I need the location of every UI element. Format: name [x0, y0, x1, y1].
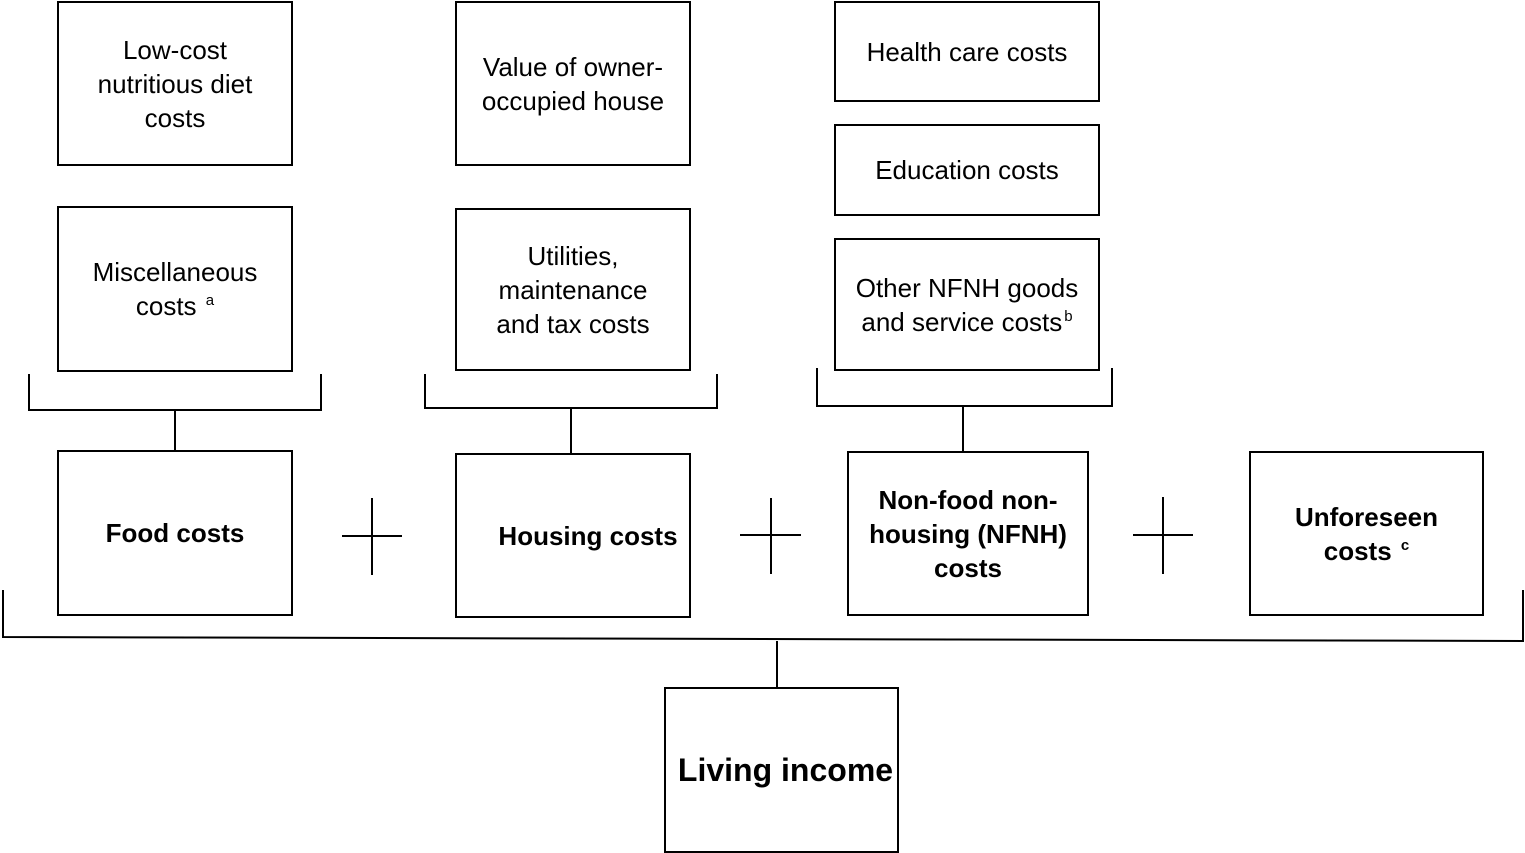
housing-bracket — [425, 374, 717, 408]
nfnh-costs-box — [847, 451, 1089, 616]
health-care-label: Health care costs — [866, 36, 1068, 67]
misc-costs-note: a — [205, 292, 215, 309]
other-nfnh-label: Other NFNH goods and service costs — [855, 272, 1079, 337]
education-label: Education costs — [875, 155, 1059, 185]
nfnh-bracket — [817, 368, 1112, 406]
other-nfnh-box — [834, 238, 1100, 371]
unforeseen-costs-box — [1249, 451, 1484, 616]
living-income-box — [664, 687, 899, 853]
food-costs-box — [57, 450, 293, 616]
owner-house-label: Value of owner-occupied house — [481, 51, 665, 116]
other-nfnh-text — [842, 271, 1092, 339]
unforeseen-costs-label: Unforeseen costs — [1294, 501, 1439, 566]
living-income-label: Living income — [677, 752, 894, 788]
nfnh-costs-label: Non-food non-housing (NFNH) costs — [869, 484, 1067, 583]
food-bracket — [29, 374, 321, 410]
misc-costs-text — [75, 255, 275, 323]
plus-sign-3 — [1133, 497, 1193, 574]
low-cost-diet-box — [57, 1, 293, 166]
housing-costs-label: Housing costs — [498, 520, 678, 551]
low-cost-diet-label: Low-cost nutritious diet costs — [97, 34, 253, 133]
utilities-box — [455, 208, 691, 371]
unforeseen-costs-text — [1277, 500, 1457, 568]
food-costs-label: Food costs — [105, 518, 245, 548]
housing-costs-box — [455, 453, 691, 618]
plus-sign-2 — [740, 498, 801, 574]
owner-house-box — [455, 1, 691, 166]
misc-costs-label: Miscellaneous costs — [92, 257, 258, 321]
utilities-label: Utilities, maintenance and tax costs — [496, 240, 650, 339]
misc-costs-box — [57, 206, 293, 372]
health-care-box — [834, 1, 1100, 102]
other-nfnh-note: b — [1064, 307, 1073, 325]
unforeseen-costs-note: c — [1400, 536, 1410, 554]
plus-sign-1 — [342, 498, 402, 575]
education-box — [834, 124, 1100, 216]
